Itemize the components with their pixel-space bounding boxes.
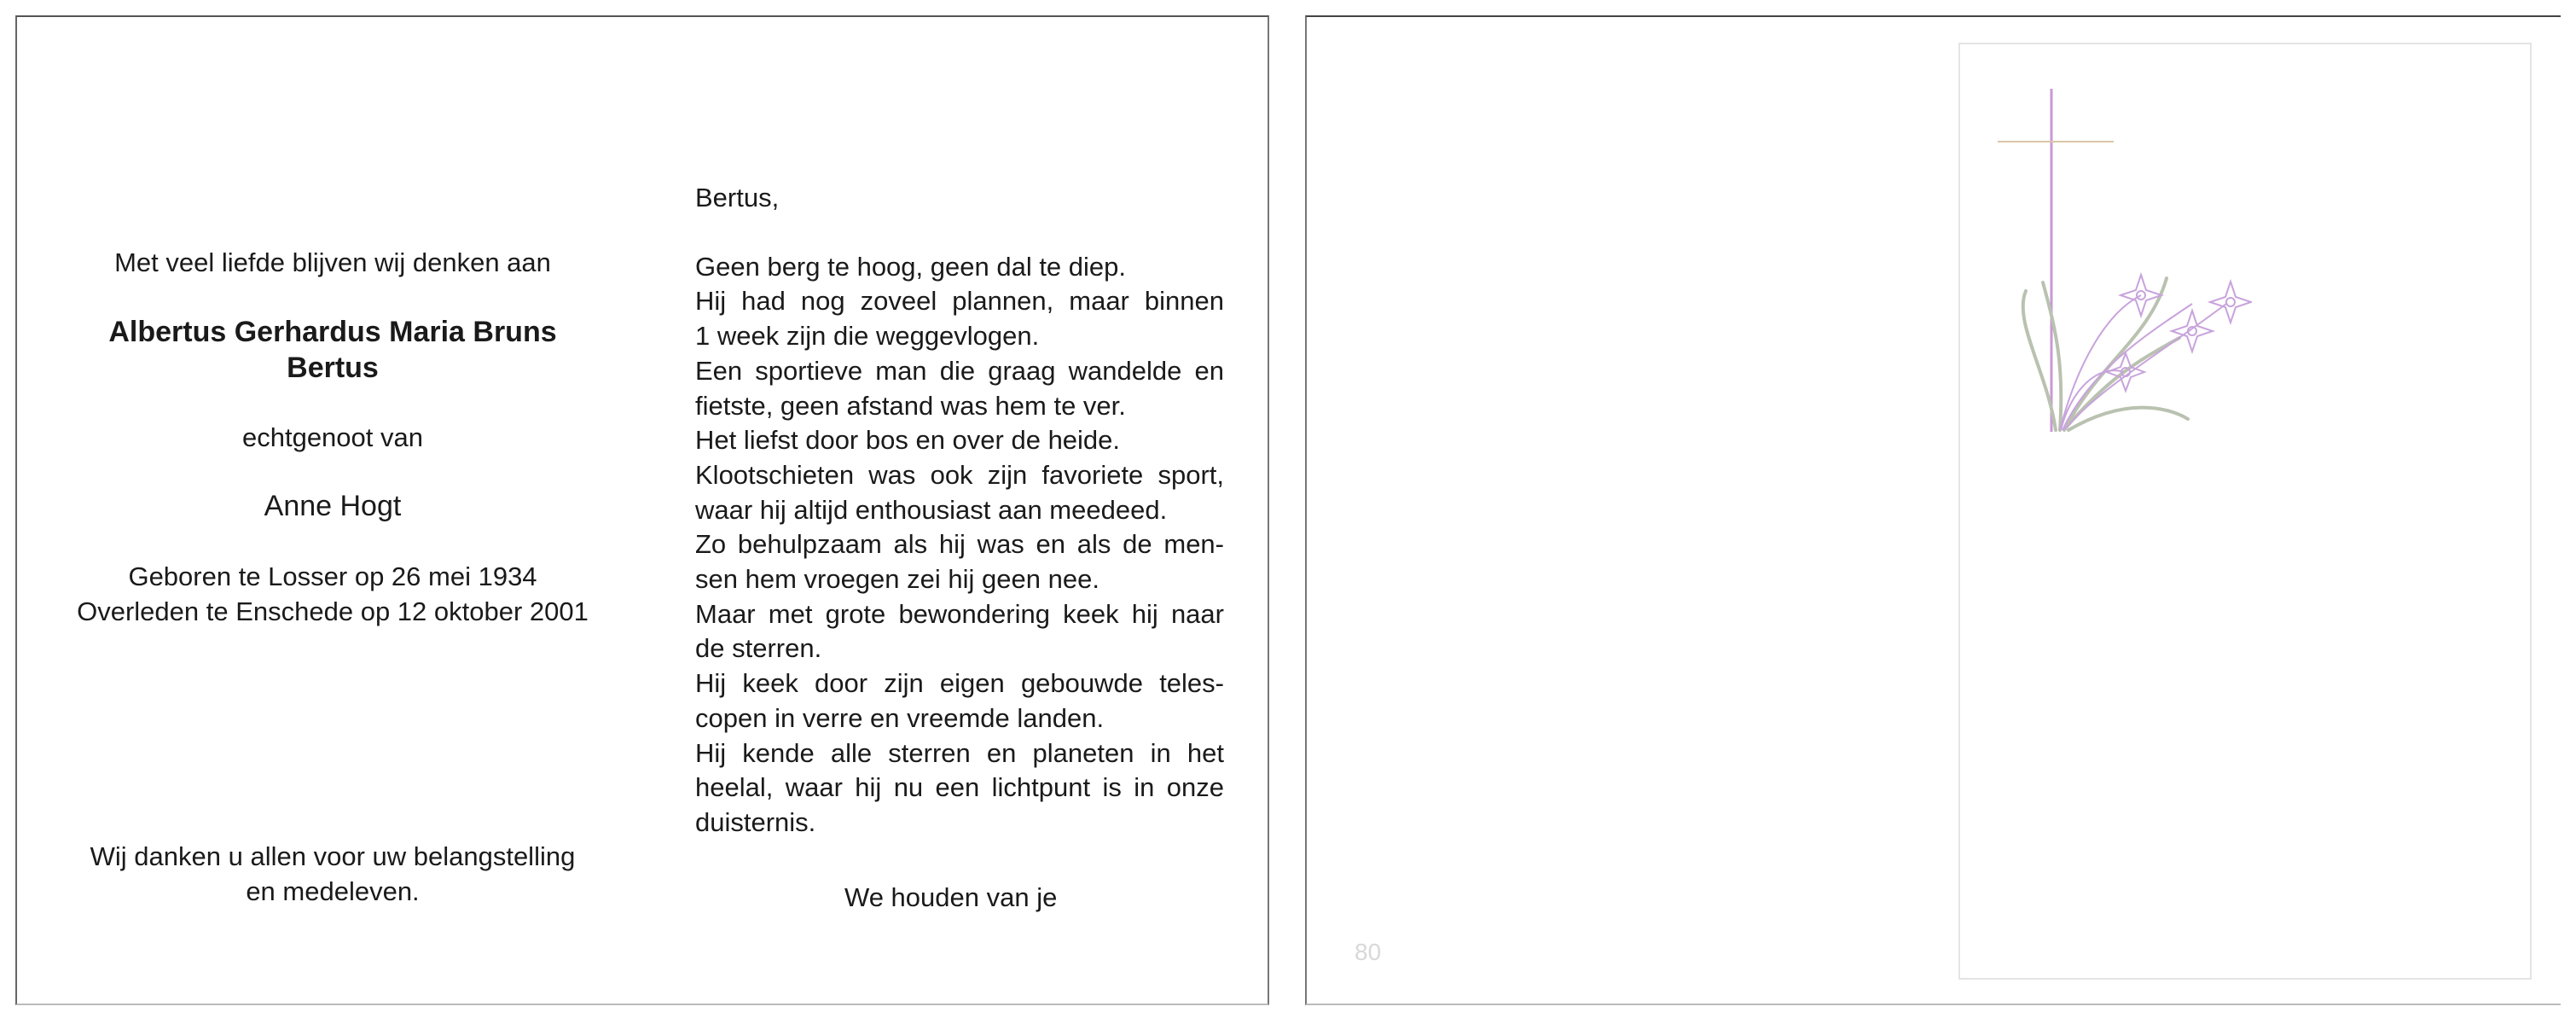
poem-line: copen in verre en vreemde landen.: [695, 702, 1105, 733]
poem-line: Een sportieve man die graag wandelde en: [695, 355, 1224, 386]
intro-text: [34, 245, 631, 280]
cross-with-flowers-icon: [1996, 82, 2252, 440]
poem: [695, 181, 1224, 841]
poem-line: Het liefst door bos en over de heide.: [695, 425, 1121, 456]
poem-line: Zo behulpzaam als hij was en als de men-: [695, 529, 1224, 560]
page-number: 80: [1355, 939, 1382, 965]
poem-line: de sterren.: [695, 633, 822, 664]
born-line: Geboren te Losser op 26 mei 1934: [128, 561, 537, 591]
poem-salutation: Bertus,: [695, 183, 780, 212]
poem-line: Klootschieten was ook zijn favoriete sport,: [695, 459, 1224, 490]
poem-line: Maar met grote bewondering keek hij naar: [695, 598, 1224, 629]
died-line: Overleden te Enschede op 12 oktober 2001: [77, 596, 589, 626]
dates-block: [34, 559, 631, 629]
poem-line: 1 week zijn die weggevlogen.: [695, 321, 1040, 352]
thanks-line-2: en medeleven.: [246, 876, 420, 906]
intro-line: Met veel liefde blijven wij denken aan: [114, 247, 551, 277]
thanks-line-1: Wij danken u allen voor uw belangstelling: [90, 841, 576, 871]
nickname: Bertus: [287, 352, 379, 384]
relation-line: echtgenoot van: [241, 422, 423, 452]
partner-block: [34, 488, 631, 524]
poem-line: duisternis.: [695, 806, 816, 837]
poem-line: Hij kende alle sterren en planeten in het: [695, 737, 1224, 768]
poem-line: sen hem vroegen zei hij geen nee.: [695, 564, 1099, 595]
partner-name: Anne Hogt: [264, 490, 402, 522]
poem-line: fietste, geen afstand was hem te ver.: [695, 390, 1126, 421]
full-name: Albertus Gerhardus Maria Bruns: [108, 316, 557, 348]
poem-line: waar hij altijd enthousiast aan meedeed.: [695, 494, 1168, 525]
relation-block: [34, 420, 631, 455]
poem-closing: We houden van je: [844, 882, 1058, 912]
poem-line: heelal, waar hij nu een lichtpunt is in onze: [695, 772, 1224, 803]
poem-line: Geen berg te hoog, geen dal te diep.: [695, 251, 1127, 282]
poem-line: Hij had nog zoveel plannen, maar binnen: [695, 286, 1224, 317]
deceased-name-block: [34, 314, 631, 386]
thanks-block: [34, 839, 631, 909]
poem-line: Hij keek door zijn eigen gebouwde teles-: [695, 668, 1224, 699]
